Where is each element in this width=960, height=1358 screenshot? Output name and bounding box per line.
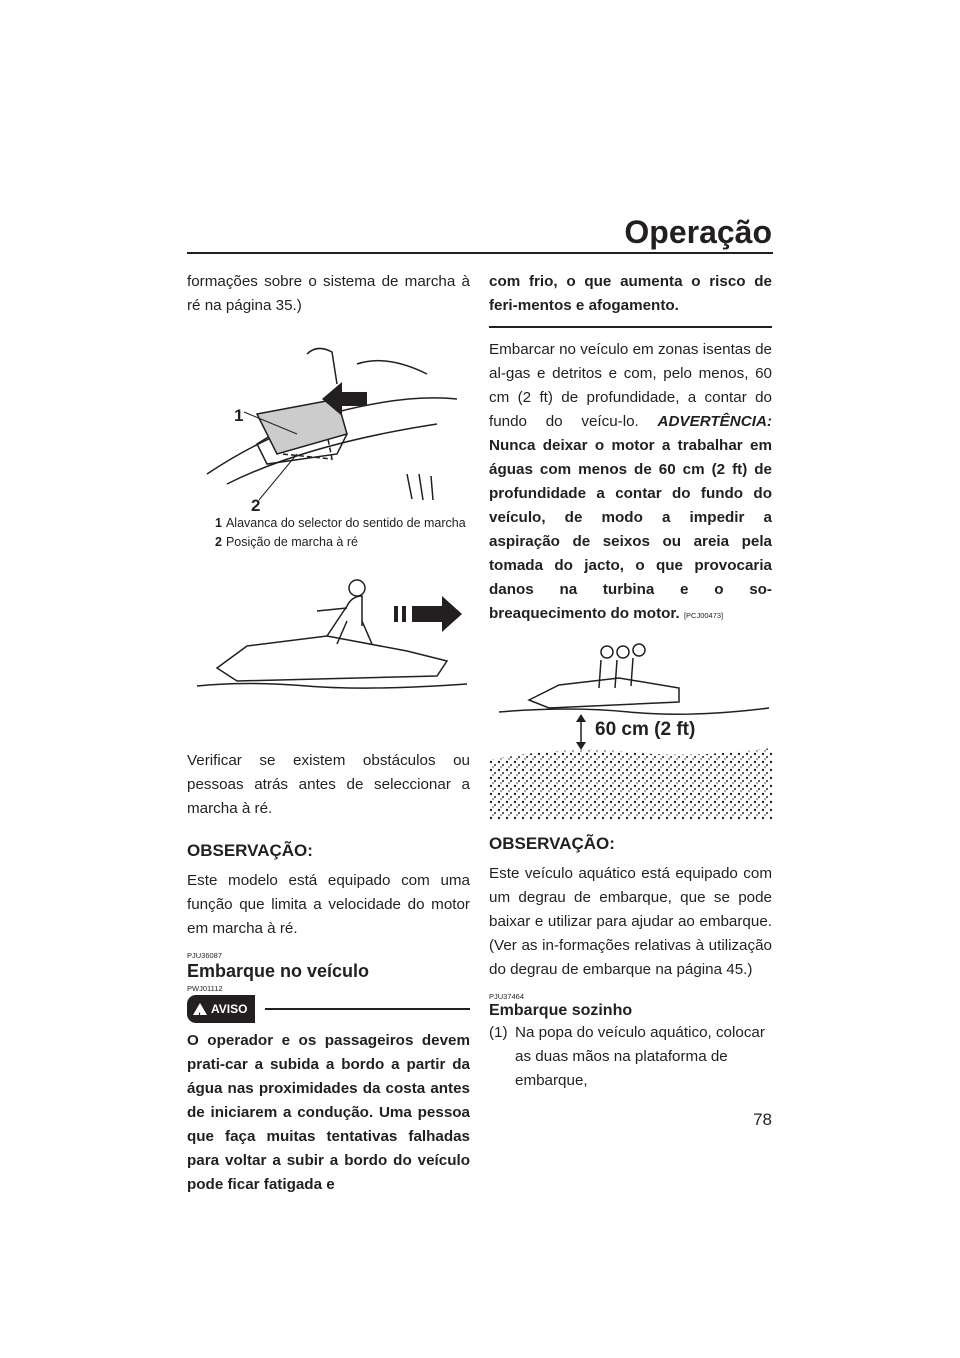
- warning-rule: [265, 1008, 470, 1010]
- depth-figure: [489, 640, 772, 820]
- header-rule: [187, 252, 773, 254]
- section-title: Embarque no veículo: [187, 961, 370, 981]
- list-item: [489, 1021, 772, 1093]
- page-number: 78: [753, 1110, 772, 1129]
- caption-1: 1 Alavanca do selector do sentido de marcha: [215, 516, 466, 530]
- warning-text: O operador e os passageiros devem prati-car a subida a bordo a partir da água nas proximidades da costa antes de iniciarem a condução. Uma pessoa que faça muitas tentativas falhadas para voltar a subir a bordo do veículo pode ficar fatigada e: [187, 1032, 470, 1193]
- advertencia-label: ADVERTÊNCIA:: [657, 413, 772, 430]
- section-code: PJU36087: [187, 951, 223, 960]
- right-column: [489, 270, 772, 1093]
- callout-2: 2: [251, 496, 261, 515]
- list-item-text: Na popa do veículo aquático, colocar as duas mãos na plataforma de embarque,: [515, 1024, 765, 1089]
- warning-badge: ! AVISO: [187, 995, 255, 1023]
- observation-heading: OBSERVAÇÃO:: [187, 841, 313, 860]
- check-obstacles-text: Verificar se existem obstáculos ou pessoas atrás antes de seleccionar a marcha à ré.: [187, 752, 470, 817]
- reverse-lever-figure: [187, 324, 470, 514]
- warning-code: PWJ01112: [187, 984, 223, 993]
- warning-icon: !: [193, 1003, 207, 1015]
- embark-paragraph: Embarcar no veículo em zonas isentas de al-gas e detritos e com, pelo menos, 60 cm (2 ft) de profundidade, a contar do fundo do veícu-lo. ADVERTÊNCIA: Nunca deixar o motor a trabalhar em águas com menos de 60 cm (2 ft) de profundidade a contar do fundo do veículo, de modo a impedir a aspiração de seixos ou areia pela tomada do jacto, o que provocaria danos na turbina e o so-breaquecimento do motor. [PCJ00473]: [489, 341, 772, 622]
- figure-captions: [187, 514, 470, 552]
- warning-end-rule: [489, 326, 772, 328]
- page-title: Operação: [624, 214, 772, 250]
- subsection-code: PJU37464: [489, 992, 525, 1001]
- left-column: [187, 270, 470, 1197]
- advertencia-text: Nunca deixar o motor a trabalhar em águas com menos de 60 cm (2 ft) de profundidade a contar do fundo do veículo, de modo a impedir a aspiração de seixos ou areia pela tomada do jacto, o que provocaria danos na turbina e o so-breaquecimento do motor.: [489, 437, 772, 622]
- subsection-title: Embarque sozinho: [489, 1002, 633, 1019]
- warning-continued: com frio, o que aumenta o risco de feri-mentos e afogamento.: [489, 273, 772, 314]
- list-item-number: (1): [489, 1024, 508, 1041]
- reverse-lever-illustration: [187, 324, 470, 514]
- caption-2: 2 Posição de marcha à ré: [215, 535, 358, 549]
- observation-text: Este modelo está equipado com uma função que limita a velocidade do motor em marcha à ré.: [187, 872, 470, 937]
- warning-header: [187, 995, 470, 1023]
- jetski-reverse-illustration: [187, 566, 470, 711]
- depth-label: 60 cm (2 ft): [595, 719, 696, 740]
- intro-paragraph: formações sobre o sistema de marcha à ré na página 35.): [187, 273, 470, 314]
- reverse-jetski-figure: [187, 566, 470, 711]
- callout-1: 1: [234, 406, 244, 425]
- observation-heading-2: OBSERVAÇÃO:: [489, 834, 615, 853]
- advertencia-code: [PCJ00473]: [683, 611, 724, 620]
- observation-text-2: Este veículo aquático está equipado com um degrau de embarque, que se pode baixar e utilizar para ajudar ao embarque. (Ver as in-formações relativas à utilização do degrau de embarque na página 45.): [489, 865, 772, 978]
